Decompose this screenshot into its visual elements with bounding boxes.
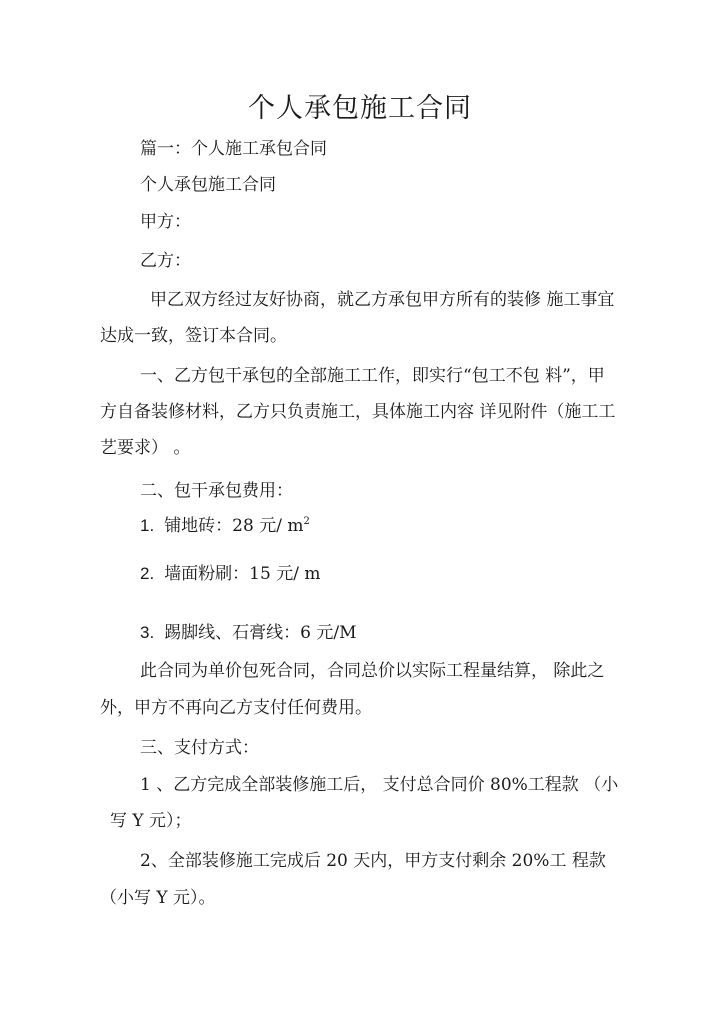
contract-terms-line-1: 此合同为单价包死合同，合同总价以实际工程量结算， 除此之 (140, 661, 605, 681)
document-title: 个人承包施工合同 (248, 93, 472, 124)
fee-item-text: 铺地砖：28 元/ m (164, 516, 304, 536)
payment-1-line-1: 1 、乙方完成全部装修施工后， 支付总合同价 80%工程款 （小 (140, 775, 619, 795)
fee-item-1 (140, 515, 310, 537)
intro-paragraph-line-1: 甲乙双方经过友好协商，就乙方承包甲方所有的装修 施工事宜 (150, 290, 615, 310)
clause-1-line-3: 艺要求） 。 (100, 438, 191, 458)
fee-item-text: 踢脚线、石膏线：6 元/M (164, 623, 357, 643)
payment-1-line-2: 写 Y 元）； (110, 811, 192, 831)
payment-2-line-2: （小写 Y 元）。 (100, 888, 216, 908)
party-b-label: 乙方： (140, 251, 191, 271)
intro-paragraph-line-2: 达成一致，签订本合同。 (100, 326, 287, 346)
fee-item-2 (140, 563, 320, 585)
contract-heading: 个人承包施工合同 (140, 175, 276, 195)
clause-1-line-1: 一、乙方包干承包的全部施工工作，即实行“包工不包 料”，甲 (140, 366, 605, 386)
fee-item-3 (140, 622, 357, 644)
clause-3-heading: 三、支付方式： (140, 738, 259, 758)
fee-item-unit-superscript: 2 (303, 516, 310, 527)
clause-1-line-2: 方自备装修材料，乙方只负责施工，具体施工内容 详见附件（施工工 (100, 402, 616, 422)
contract-terms-line-2: 外，甲方不再向乙方支付任何费用。 (100, 698, 372, 718)
fee-item-text: 墙面粉刷：15 元/ m (164, 564, 321, 584)
party-a-label: 甲方： (140, 212, 191, 232)
fee-item-number: 2. (140, 564, 155, 583)
subtitle: 篇一：个人施工承包合同 (140, 139, 327, 159)
clause-2-heading: 二、包干承包费用： (140, 481, 293, 501)
payment-2-line-1: 2、全部装修施工完成后 20 天内，甲方支付剩余 20%工 程款 (140, 851, 606, 871)
fee-item-number: 1. (140, 516, 155, 535)
fee-item-number: 3. (140, 623, 155, 642)
